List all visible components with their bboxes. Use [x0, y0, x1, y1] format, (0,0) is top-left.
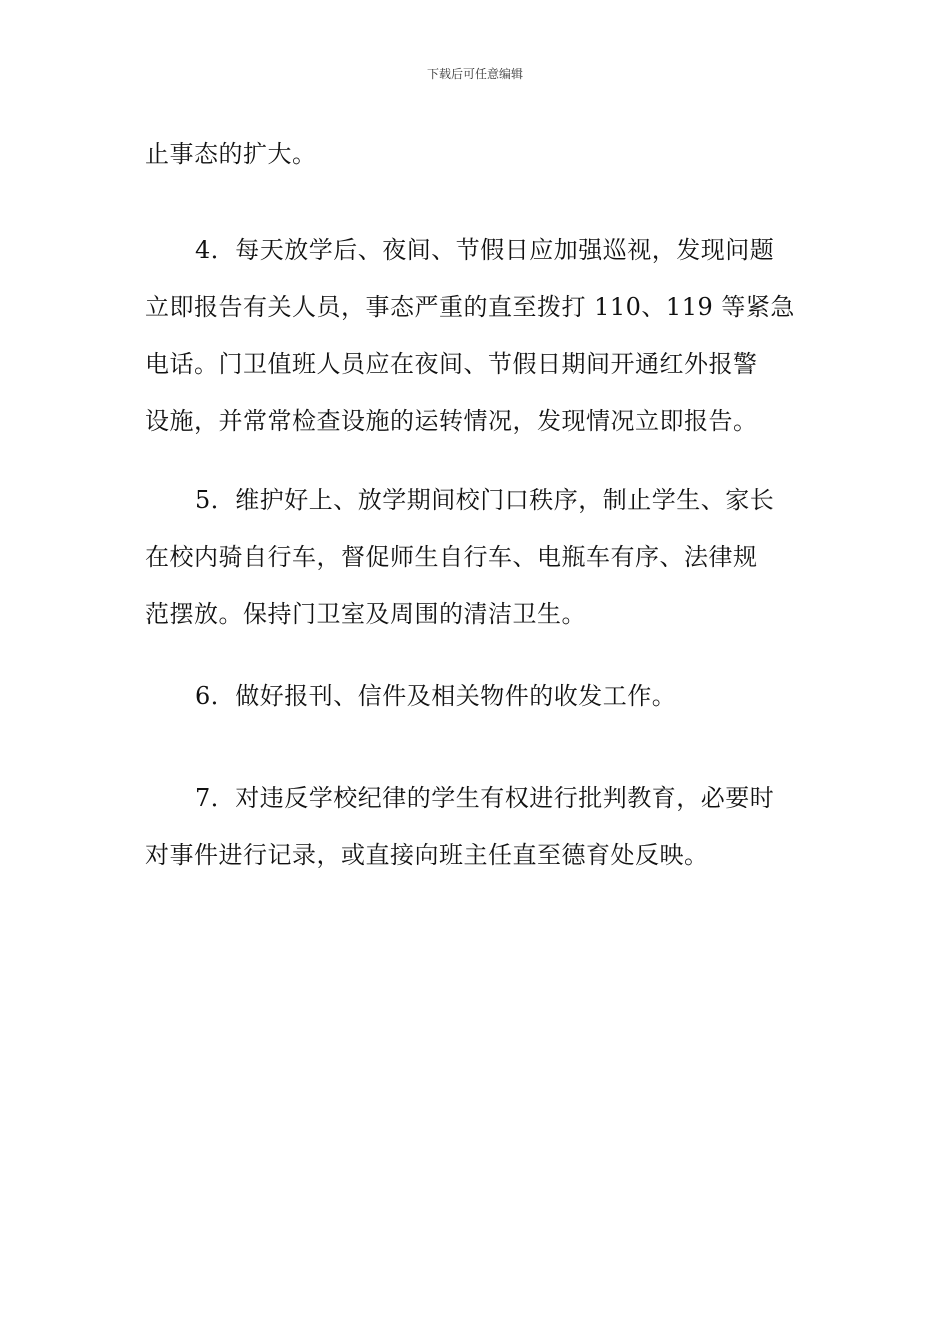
text-line: 7．对违反学校纪律的学生有权进行批判教育，必要时	[195, 784, 775, 812]
paragraph-item-4	[145, 228, 810, 444]
text-line: 电话。门卫值班人员应在夜间、节假日期间开通红外报警	[145, 350, 758, 378]
paragraph-item-5	[145, 478, 810, 637]
page-header: 下载后可任意编辑	[426, 67, 523, 81]
text-line: 4．每天放学后、夜间、节假日应加强巡视，发现问题	[195, 236, 775, 264]
paragraph-item-6	[145, 674, 810, 719]
text-line: 立即报告有关人员，事态严重的直至拨打 110、119 等紧急	[145, 293, 795, 321]
paragraph-item-7	[145, 776, 810, 878]
paragraph-continuation	[145, 132, 810, 177]
text-line: 5．维护好上、放学期间校门口秩序，制止学生、家长	[195, 486, 775, 514]
text-line: 范摆放。保持门卫室及周围的清洁卫生。	[145, 600, 586, 628]
text-line: 6．做好报刊、信件及相关物件的收发工作。	[195, 682, 677, 710]
text-line: 设施，并常常检查设施的运转情况，发现情况立即报告。	[145, 407, 758, 435]
text-line: 在校内骑自行车，督促师生自行车、电瓶车有序、法律规	[145, 543, 758, 571]
text-line: 对事件进行记录，或直接向班主任直至德育处反映。	[145, 841, 709, 869]
text-line: 止事态的扩大。	[145, 140, 317, 168]
